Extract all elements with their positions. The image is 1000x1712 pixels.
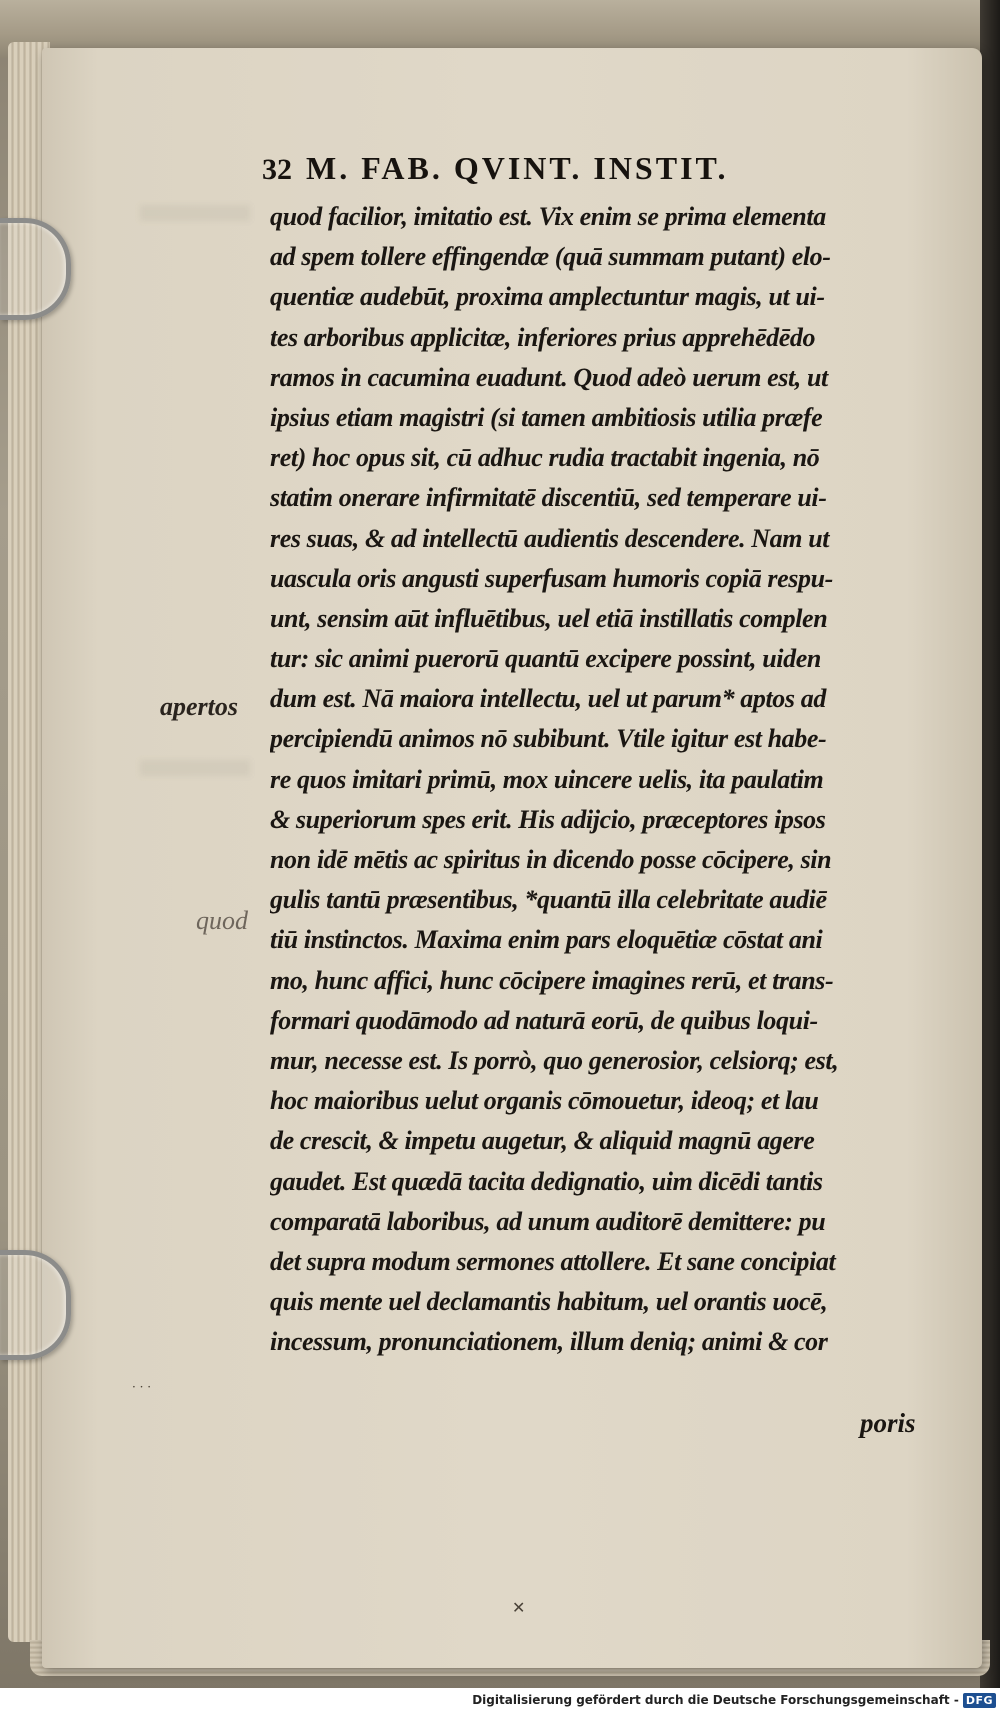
ink-specks: · · ·: [132, 1380, 152, 1394]
text-line: formari quodāmodo ad naturā eorū, de quibus loqui-: [270, 1005, 818, 1035]
text-line: dum est. Nā maiora intellectu, uel ut parum* aptos ad: [270, 684, 826, 714]
text-line: quentiæ audebūt, proxima amplectuntur magis, ut ui-: [270, 282, 825, 312]
text-line: gaudet. Est quædā tacita dedignatio, uim dicēdi tantis: [270, 1166, 823, 1196]
text-line: comparatā laboribus, ad unum auditorē demittere: pu: [270, 1206, 826, 1236]
text-line: ret) hoc opus sit, cū adhuc rudia tractabit ingenia, nō: [270, 443, 820, 473]
text-line: ipsius etiam magistri (si tamen ambitiosis utilia præfe: [270, 402, 823, 432]
page-number: 32: [262, 153, 292, 186]
ornament-mark: ✕: [512, 1598, 526, 1617]
bleedthrough-mark: [140, 760, 250, 776]
book-spine: [980, 0, 1000, 1712]
text-line: quis mente uel declamantis habitum, uel orantis uocē,: [270, 1287, 828, 1317]
text-line: de crescit, & impetu augetur, & aliquid magnū agere: [270, 1126, 815, 1156]
text-line: mur, necesse est. Is porrò, quo generosior, celsiorq; est,: [270, 1045, 839, 1075]
text-line: tur: sic animi puerorū quantū excipere possint, uiden: [270, 644, 821, 674]
text-line: hoc maioribus uelut organis cōmouetur, ideoq; et lau: [270, 1086, 819, 1116]
text-line: re quos imitari primū, mox uincere uelis, ita paulatim: [270, 764, 824, 794]
digitization-footer: [0, 1688, 1000, 1712]
margin-note: apertos: [160, 692, 238, 721]
running-header: [262, 150, 882, 196]
text-line: incessum, pronunciationem, illum deniq; animi & cor: [270, 1327, 828, 1357]
text-line: mo, hunc affici, hunc cōcipere imagines rerū, et trans-: [270, 965, 834, 995]
text-line: gulis tantū præsentibus, *quantū illa celebritate audiē: [270, 885, 827, 915]
text-line: ad spem tollere effingendæ (quā summam putant) elo-: [270, 242, 831, 272]
bleedthrough-mark: [140, 205, 250, 221]
text-line: res suas, & ad intellectū audientis descendere. Nam ut: [270, 523, 830, 553]
text-line: & superiorum spes erit. His adijcio, præceptores ipsos: [270, 804, 826, 834]
dfg-logo-icon: DFG: [963, 1693, 996, 1708]
text-line: tes arboribus applicitæ, inferiores prius apprehēdēdo: [270, 322, 816, 352]
text-line: quod facilior, imitatio est. Vix enim se prima elementa: [270, 202, 826, 231]
funding-credit: Digitalisierung gefördert durch die Deutsche Forschungsgemeinschaft -: [472, 1693, 959, 1707]
catchword: poris: [860, 1408, 916, 1438]
text-line: percipiendū animos nō subibunt. Vtile igitur est habe-: [270, 724, 827, 754]
text-line: statim onerare infirmitatē discentiū, sed temperare ui-: [270, 483, 827, 513]
margin-note: quod: [196, 906, 248, 935]
text-line: tiū instinctos. Maxima enim pars eloquētiæ cōstat ani: [270, 925, 823, 955]
text-line: non idē mētis ac spiritus in dicendo posse cōcipere, sin: [270, 845, 832, 874]
running-title: M. FAB. QVINT. INSTIT.: [306, 150, 729, 186]
text-line: uascula oris angusti superfusam humoris copiā respu-: [270, 563, 833, 593]
text-line: det supra modum sermones attollere. Et sane concipiat: [270, 1246, 836, 1276]
text-line: ramos in cacumina euadunt. Quod adeò uerum est, ut: [270, 362, 828, 392]
main-text-block: [270, 197, 960, 1362]
text-line: unt, sensim aūt influētibus, uel etiā instillatis complen: [270, 603, 828, 633]
